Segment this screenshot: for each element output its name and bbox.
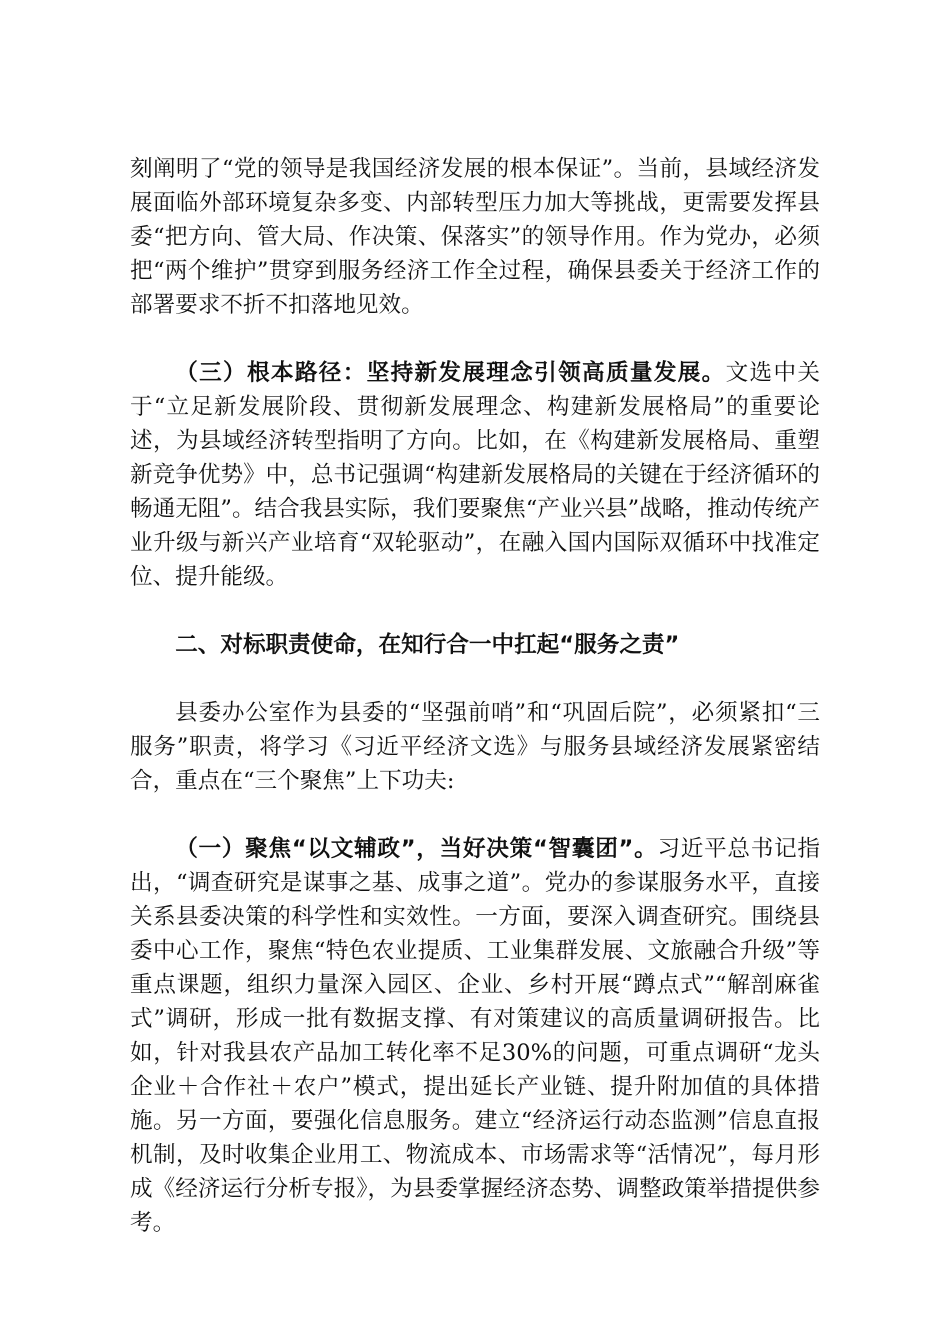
paragraph-fundamental-path bbox=[130, 356, 820, 594]
paragraph-lead-think-tank: （一）聚焦“以文辅政”，当好决策“智囊团”。 bbox=[175, 836, 658, 862]
paragraph-office-role: 县委办公室作为县委的“坚强前哨”和“巩固后院”，必须紧扣“三服务”职责，将学习《习近平经济文选》与服务县域经济发展紧密结合，重点在“三个聚焦”上下功夫: bbox=[130, 700, 820, 794]
paragraph-think-tank bbox=[130, 832, 820, 1240]
paragraph-gap bbox=[130, 662, 820, 696]
paragraph-gap bbox=[130, 322, 820, 356]
document-page bbox=[130, 152, 820, 1240]
paragraph-body-fundamental-path: 文选中关于“立足新发展阶段、贯彻新发展理念、构建新发展格局”的重要论述，为县域经济转型指明了方向。比如，在《构建新发展格局、重塑新竞争优势》中，总书记强调“构建新发展格局的关键在于经济循环的畅通无阻”。结合我县实际，我们要聚焦“产业兴县”战略，推动传统产业升级与新兴产业培育“双轮驱动”，在融入国内国际双循环中找准定位、提升能级。 bbox=[130, 360, 821, 590]
paragraph-body-think-tank: 习近平总书记指出，“调查研究是谋事之基、成事之道”。党办的参谋服务水平，直接关系县委决策的科学性和实效性。一方面，要深入调查研究。围绕县委中心工作，聚焦“特色农业提质、工业集群发展、文旅融合升级”等重点课题，组织力量深入园区、企业、乡村开展“蹲点式”“解剖麻雀式”调研，形成一批有数据支撑、有对策建议的高质量调研报告。比如，针对我县农产品加工转化率不足30%的问题，可重点调研“龙头企业＋合作社＋农户”模式，提出延长产业链、提升附加值的具体措施。另一方面，要强化信息服务。建立“经济运行动态监测”信息直报机制，及时收集企业用工、物流成本、市场需求等“活情况”，每月形成《经济运行分析专报》，为县委掌握经济态势、调整政策举措提供参考。 bbox=[130, 836, 820, 1236]
paragraph-party-leadership: 刻阐明了“党的领导是我国经济发展的根本保证”。当前，县域经济发展面临外部环境复杂多变、内部转型压力加大等挑战，更需要发挥县委“把方向、管大局、作决策、保落实”的领导作用。作为党办，必须把“两个维护”贯穿到服务经济工作全过程，确保县委关于经济工作的部署要求不折不扣落地见效。 bbox=[130, 156, 820, 318]
section-heading-service-duty: 二、对标职责使命，在知行合一中扛起“服务之责” bbox=[175, 632, 680, 658]
paragraph-gap bbox=[130, 798, 820, 832]
paragraph-lead-fundamental-path: （三）根本路径：坚持新发展理念引领高质量发展。 bbox=[175, 360, 726, 386]
paragraph-gap bbox=[130, 594, 820, 628]
